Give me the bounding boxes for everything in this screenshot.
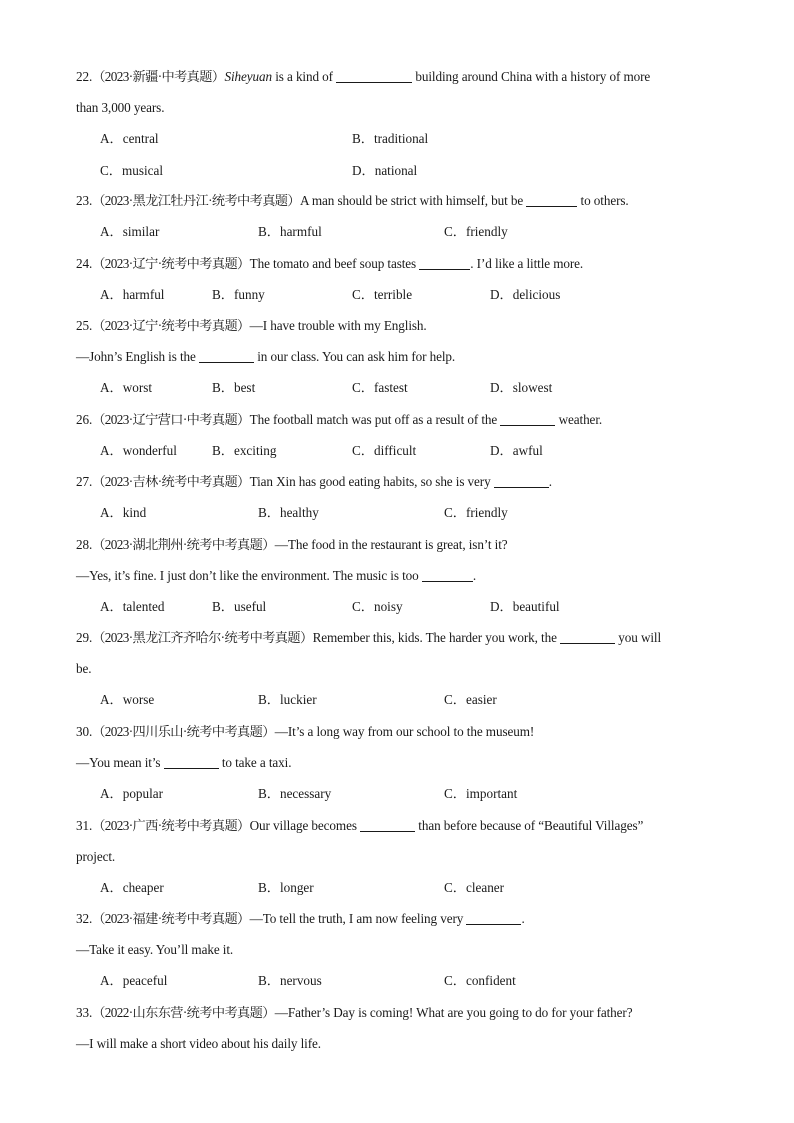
option-d[interactable]: D．beautiful — [490, 599, 560, 615]
question-23 — [76, 185, 726, 247]
option-a[interactable]: A．similar — [100, 224, 160, 240]
option-b[interactable]: B．traditional — [352, 131, 429, 147]
question-source: （2023·四川乐山·统考中考真题） — [92, 724, 275, 739]
question-stem: 30.（2023·四川乐山·统考中考真题）—It’s a long way from our school to the museum! — [76, 724, 535, 739]
question-stem-line2: —I will make a short video about his daily life. — [76, 1036, 321, 1052]
question-stem-line2: —You mean it’s to take a taxi. — [76, 755, 292, 771]
question-stem-line2: —Yes, it’s fine. I just don’t like the environment. The music is too . — [76, 568, 477, 584]
option-b[interactable]: B．funny — [212, 287, 265, 303]
answer-blank[interactable] — [360, 816, 415, 832]
question-32 — [76, 903, 726, 997]
option-d[interactable]: D．awful — [490, 443, 543, 459]
option-b[interactable]: B．best — [212, 380, 256, 396]
question-source: （2023·福建·统考中考真题） — [92, 911, 250, 926]
question-source: （2023·辽宁·统考中考真题） — [92, 256, 250, 271]
question-source: （2023·黑龙江齐齐哈尔·统考中考真题） — [92, 630, 313, 645]
option-a[interactable]: A．popular — [100, 786, 164, 802]
option-b[interactable]: B．useful — [212, 599, 267, 615]
answer-blank[interactable] — [466, 909, 521, 925]
option-a[interactable]: A．talented — [100, 599, 165, 615]
option-a[interactable]: A．central — [100, 131, 159, 147]
question-source: （2023·湖北荆州·统考中考真题） — [92, 537, 275, 552]
answer-blank[interactable] — [336, 67, 412, 83]
question-source: （2023·辽宁营口·中考真题） — [92, 412, 250, 427]
question-stem: 32.（2023·福建·统考中考真题）—To tell the truth, I am now feeling very . — [76, 911, 525, 926]
option-b[interactable]: B．luckier — [258, 692, 317, 708]
question-stem: 31.（2023·广西·统考中考真题）Our village becomes than before because of “Beautiful Villages” — [76, 818, 644, 833]
question-33 — [76, 997, 726, 1059]
question-28 — [76, 529, 726, 623]
option-a[interactable]: A．harmful — [100, 287, 165, 303]
answer-blank[interactable] — [500, 410, 555, 426]
question-30 — [76, 716, 726, 810]
italic-term: Siheyuan — [224, 69, 272, 84]
question-stem: 27.（2023·吉林·统考中考真题）Tian Xin has good eating habits, so she is very . — [76, 474, 552, 489]
answer-blank[interactable] — [526, 191, 577, 207]
question-27 — [76, 466, 726, 528]
option-b[interactable]: B．healthy — [258, 505, 319, 521]
option-b[interactable]: B．necessary — [258, 786, 332, 802]
option-b[interactable]: B．exciting — [212, 443, 277, 459]
question-stem-line2: —Take it easy. You’ll make it. — [76, 942, 234, 958]
question-stem: 33.（2022·山东东营·统考中考真题）—Father’s Day is coming! What are you going to do for your father? — [76, 1005, 633, 1020]
question-stem: 23.（2023·黑龙江牡丹江·统考中考真题）A man should be strict with himself, but be to others. — [76, 193, 629, 208]
question-source: （2022·山东东营·统考中考真题） — [92, 1005, 275, 1020]
question-source: （2023·新疆·中考真题） — [92, 69, 225, 84]
option-b[interactable]: B．harmful — [258, 224, 322, 240]
option-c[interactable]: C．friendly — [444, 505, 508, 521]
answer-blank[interactable] — [419, 254, 470, 270]
option-c[interactable]: C．easier — [444, 692, 497, 708]
option-a[interactable]: A．worst — [100, 380, 153, 396]
option-d[interactable]: D．slowest — [490, 380, 553, 396]
answer-blank[interactable] — [494, 472, 549, 488]
option-c[interactable]: C．fastest — [352, 380, 408, 396]
option-d[interactable]: D．delicious — [490, 287, 561, 303]
question-source: （2023·广西·统考中考真题） — [92, 818, 250, 833]
option-c[interactable]: C．confident — [444, 973, 516, 989]
answer-blank[interactable] — [164, 753, 219, 769]
question-stem: 25.（2023·辽宁·统考中考真题）—I have trouble with my English. — [76, 318, 427, 333]
option-a[interactable]: A．peaceful — [100, 973, 168, 989]
question-31 — [76, 810, 726, 904]
question-stem: 22.（2023·新疆·中考真题）Siheyuan is a kind of building around China with a history of more — [76, 69, 651, 84]
question-stem-line2: than 3,000 years. — [76, 100, 165, 116]
answer-blank[interactable] — [422, 566, 473, 582]
option-d[interactable]: D．national — [352, 162, 418, 178]
question-source: （2023·吉林·统考中考真题） — [92, 474, 250, 489]
question-stem: 26.（2023·辽宁营口·中考真题）The football match was put off as a result of the weather. — [76, 412, 603, 427]
option-c[interactable]: C．terrible — [352, 287, 413, 303]
question-24 — [76, 248, 726, 310]
question-29 — [76, 622, 726, 716]
question-stem: 24.（2023·辽宁·统考中考真题）The tomato and beef soup tastes . I’d like a little more. — [76, 256, 584, 271]
question-stem-line2: be. — [76, 661, 92, 677]
answer-blank[interactable] — [199, 347, 254, 363]
option-c[interactable]: C．noisy — [352, 599, 403, 615]
question-source: （2023·黑龙江牡丹江·统考中考真题） — [92, 193, 300, 208]
question-stem: 29.（2023·黑龙江齐齐哈尔·统考中考真题）Remember this, kids. The harder you work, the you will — [76, 630, 662, 645]
question-source: （2023·辽宁·统考中考真题） — [92, 318, 250, 333]
option-b[interactable]: B．nervous — [258, 973, 322, 989]
option-c[interactable]: C．important — [444, 786, 518, 802]
option-a[interactable]: A．worse — [100, 692, 155, 708]
answer-blank[interactable] — [560, 628, 615, 644]
option-b[interactable]: B．longer — [258, 880, 314, 896]
question-22 — [76, 61, 726, 186]
question-26 — [76, 404, 726, 466]
option-a[interactable]: A．kind — [100, 505, 147, 521]
option-a[interactable]: A．cheaper — [100, 880, 164, 896]
option-c[interactable]: C．cleaner — [444, 880, 505, 896]
question-25 — [76, 310, 726, 404]
option-c[interactable]: C．difficult — [352, 443, 417, 459]
option-c[interactable]: C．musical — [100, 162, 164, 178]
option-c[interactable]: C．friendly — [444, 224, 508, 240]
question-stem-line2: project. — [76, 849, 116, 865]
question-stem-line2: —John’s English is the in our class. You can ask him for help. — [76, 349, 456, 365]
option-a[interactable]: A．wonderful — [100, 443, 177, 459]
question-stem: 28.（2023·湖北荆州·统考中考真题）—The food in the restaurant is great, isn’t it? — [76, 537, 508, 552]
